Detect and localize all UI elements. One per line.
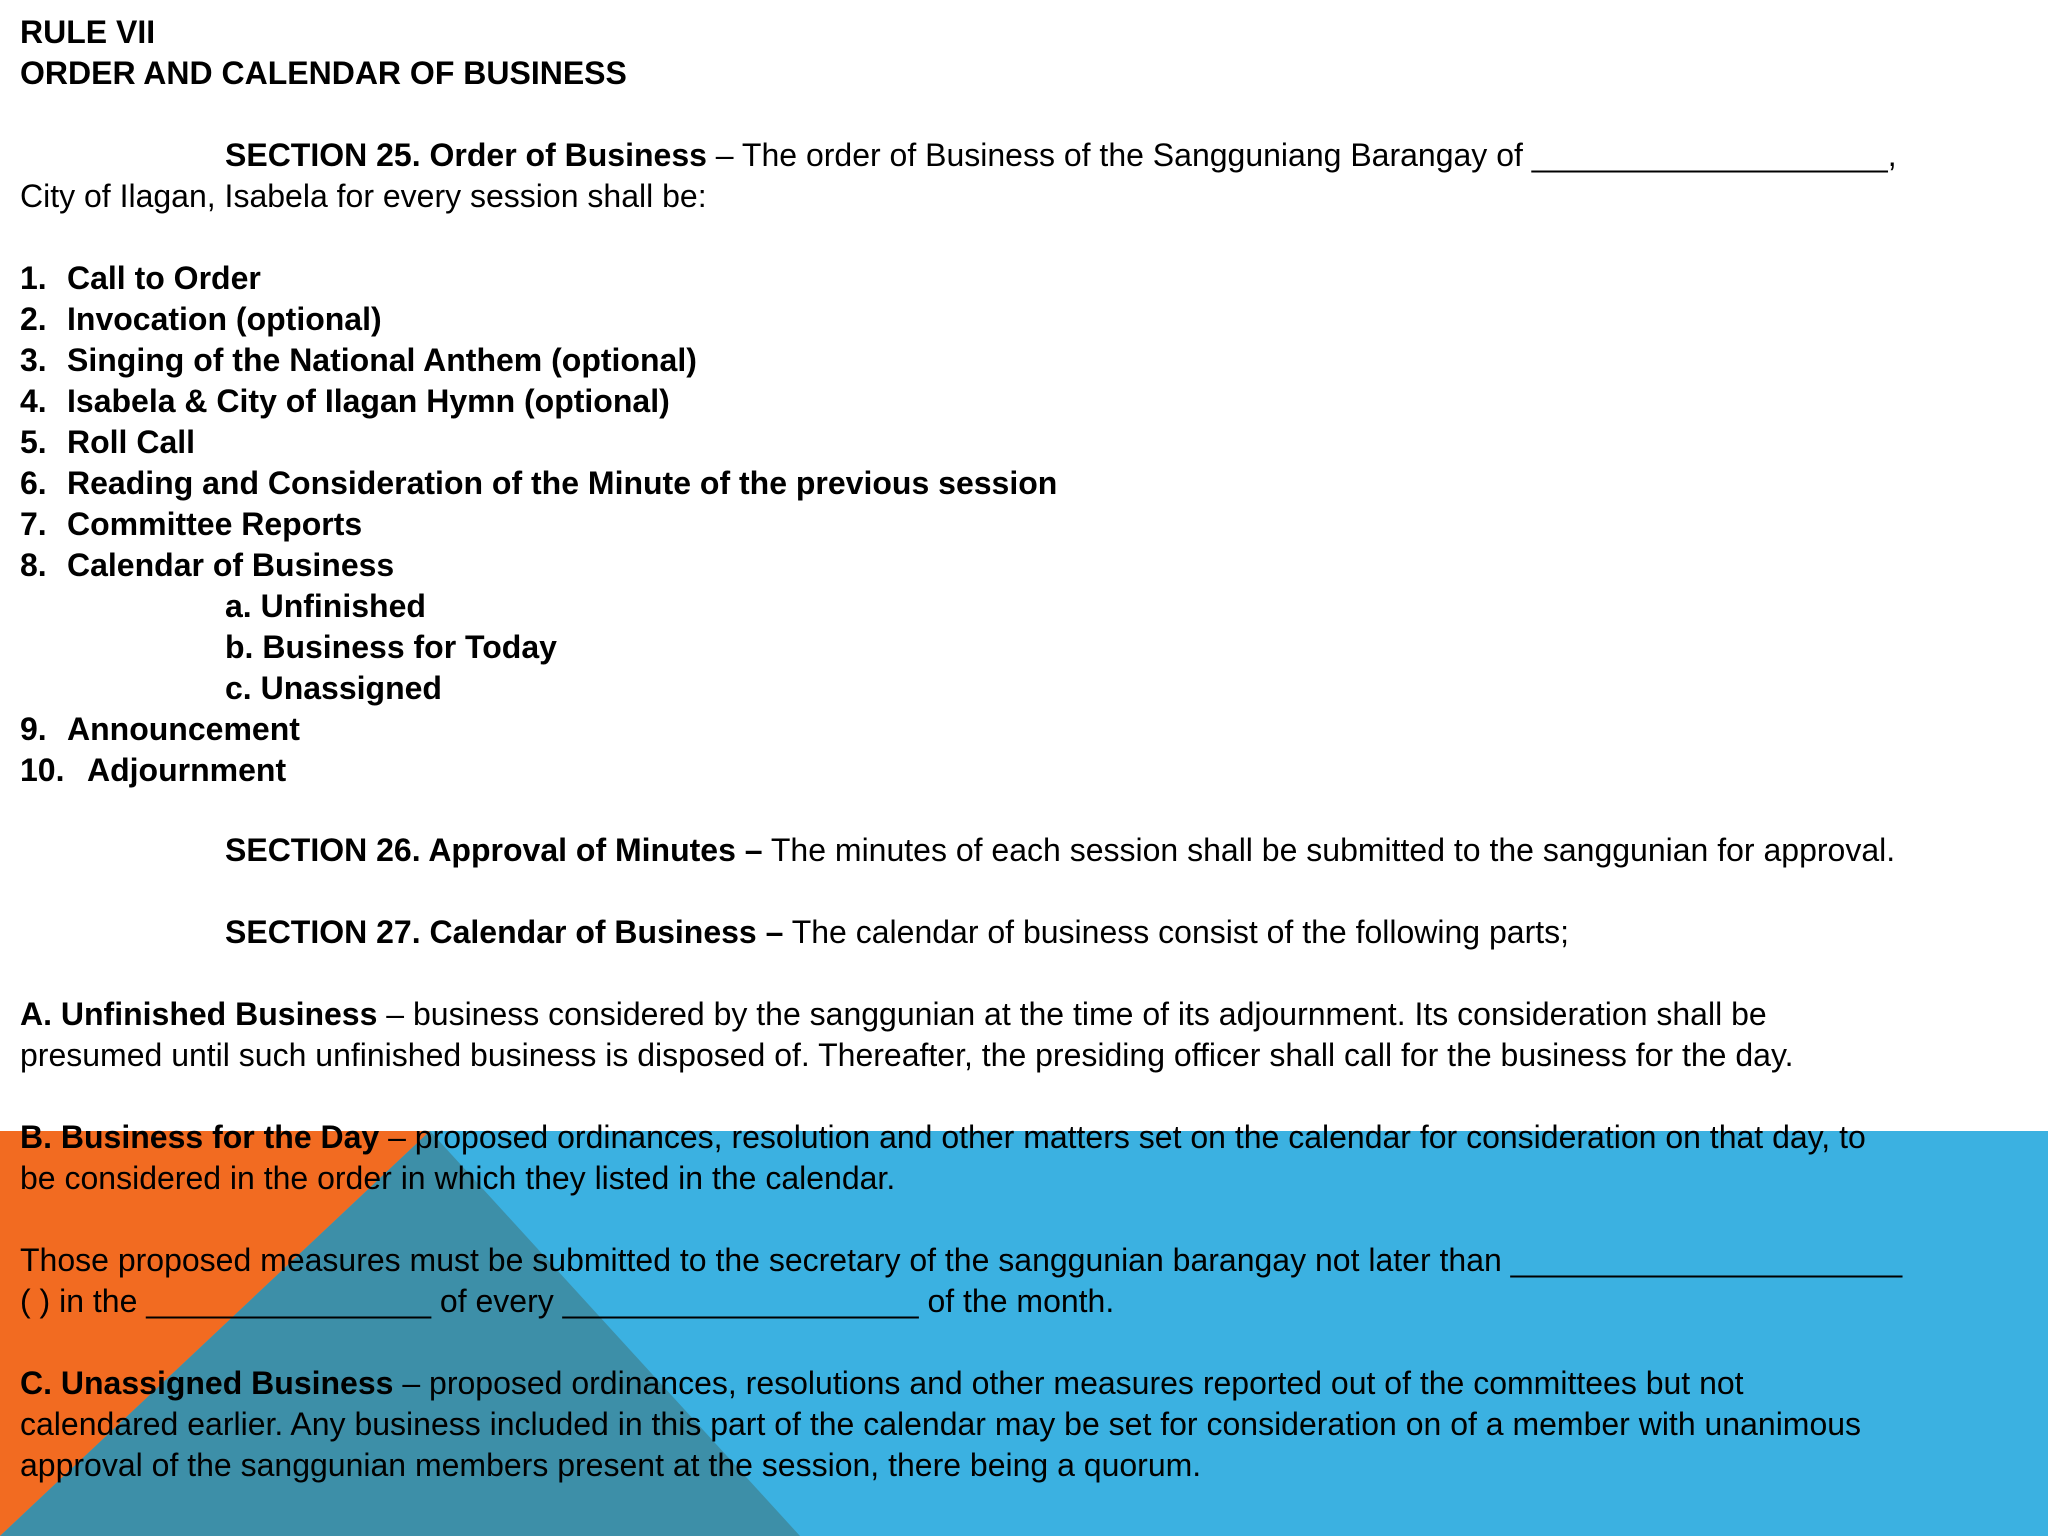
measures-text: Those proposed measures must be submitted to the secretary of the sanggunian barangay not later than — [20, 1242, 1511, 1278]
list-item-number: 2. — [20, 301, 47, 337]
list-item-label: Singing of the National Anthem (optional) — [67, 342, 697, 378]
list-item-number: 8. — [20, 547, 47, 583]
part-a-heading: A. Unfinished Business — [20, 996, 378, 1032]
list-item-label: Isabela & City of Ilagan Hymn (optional) — [67, 383, 670, 419]
list-item-label: Invocation (optional) — [67, 301, 382, 337]
list-item — [20, 422, 195, 463]
rule-number: RULE VII — [20, 14, 156, 50]
part-b-line-2: be considered in the order in which they listed in the calendar. — [20, 1160, 896, 1196]
measures-mid: of every — [431, 1283, 563, 1319]
part-c-heading: C. Unassigned Business — [20, 1365, 394, 1401]
part-b-text: – proposed ordinances, resolution and other matters set on the calendar for consideration on that day, to — [379, 1119, 1866, 1155]
measures-line-2 — [20, 1281, 1114, 1322]
section-26-text: The minutes of each session shall be submitted to the sanggunian for approval. — [762, 832, 1896, 868]
list-item — [20, 463, 1057, 504]
list-item-number: 1. — [20, 260, 47, 296]
section-27 — [225, 912, 1569, 953]
list-item-number: 10. — [20, 752, 65, 788]
list-item-label: Announcement — [67, 711, 300, 747]
list-item — [20, 504, 362, 545]
sub-list-item: a. Unfinished — [225, 588, 426, 624]
section-25-heading: SECTION 25. Order of Business — [225, 137, 707, 173]
part-c-line-2: calendared earlier. Any business included in this part of the calendar may be set for consideration on of a member with unanimous — [20, 1406, 1862, 1442]
list-item-number: 9. — [20, 711, 47, 747]
rule-title: ORDER AND CALENDAR OF BUSINESS — [20, 55, 627, 91]
part-b-line-1 — [20, 1117, 1866, 1158]
list-item-number: 6. — [20, 465, 47, 501]
measures-blank-3: ____________________ — [562, 1283, 919, 1319]
measures-line-1 — [20, 1240, 1902, 1281]
section-25-line-2: City of Ilagan, Isabela for every session shall be: — [20, 178, 707, 214]
list-item — [20, 340, 697, 381]
part-c-text: – proposed ordinances, resolutions and other measures reported out of the committees but not — [393, 1365, 1744, 1401]
list-item-label: Adjournment — [87, 752, 287, 788]
measures-paren: ( ) in the — [20, 1283, 147, 1319]
part-a-text: – business considered by the sanggunian at the time of its adjournment. Its consideration shall be — [377, 996, 1767, 1032]
part-b-heading: B. Business for the Day — [20, 1119, 380, 1155]
section-25-blank: ____________________ — [1531, 137, 1888, 173]
measures-end: of the month. — [918, 1283, 1115, 1319]
part-c-line-3: approval of the sanggunian members present at the session, there being a quorum. — [20, 1447, 1202, 1483]
list-item — [20, 381, 670, 422]
section-25-text: – The order of Business of the Sangguniang Barangay of — [706, 137, 1532, 173]
list-item — [20, 709, 300, 750]
list-item-label: Reading and Consideration of the Minute of the previous session — [67, 465, 1058, 501]
sub-list-item: c. Unassigned — [225, 670, 442, 706]
list-item — [20, 258, 261, 299]
list-item-label: Committee Reports — [67, 506, 363, 542]
section-26-heading: SECTION 26. Approval of Minutes – — [225, 832, 763, 868]
part-c-line-1 — [20, 1363, 1744, 1404]
list-item-label: Call to Order — [67, 260, 261, 296]
list-item-number: 7. — [20, 506, 47, 542]
list-item — [20, 299, 382, 340]
measures-blank-2: ________________ — [146, 1283, 432, 1319]
part-a-line-1 — [20, 994, 1767, 1035]
list-item-label: Roll Call — [67, 424, 196, 460]
measures-blank-1: ______________________ — [1510, 1242, 1903, 1278]
section-27-heading: SECTION 27. Calendar of Business – — [225, 914, 784, 950]
list-item-number: 5. — [20, 424, 47, 460]
list-item-number: 4. — [20, 383, 47, 419]
part-a-line-2: presumed until such unfinished business is disposed of. Thereafter, the presiding officer shall call for the business for the day. — [20, 1037, 1794, 1073]
sub-list-item: b. Business for Today — [225, 629, 557, 665]
section-26 — [225, 830, 1895, 871]
section-27-text: The calendar of business consist of the following parts; — [783, 914, 1570, 950]
list-item-label: Calendar of Business — [67, 547, 395, 583]
list-item — [20, 545, 394, 586]
list-item-number: 3. — [20, 342, 47, 378]
section-25-comma: , — [1887, 137, 1897, 173]
list-item — [20, 750, 286, 791]
section-25-line-1 — [225, 135, 1897, 176]
